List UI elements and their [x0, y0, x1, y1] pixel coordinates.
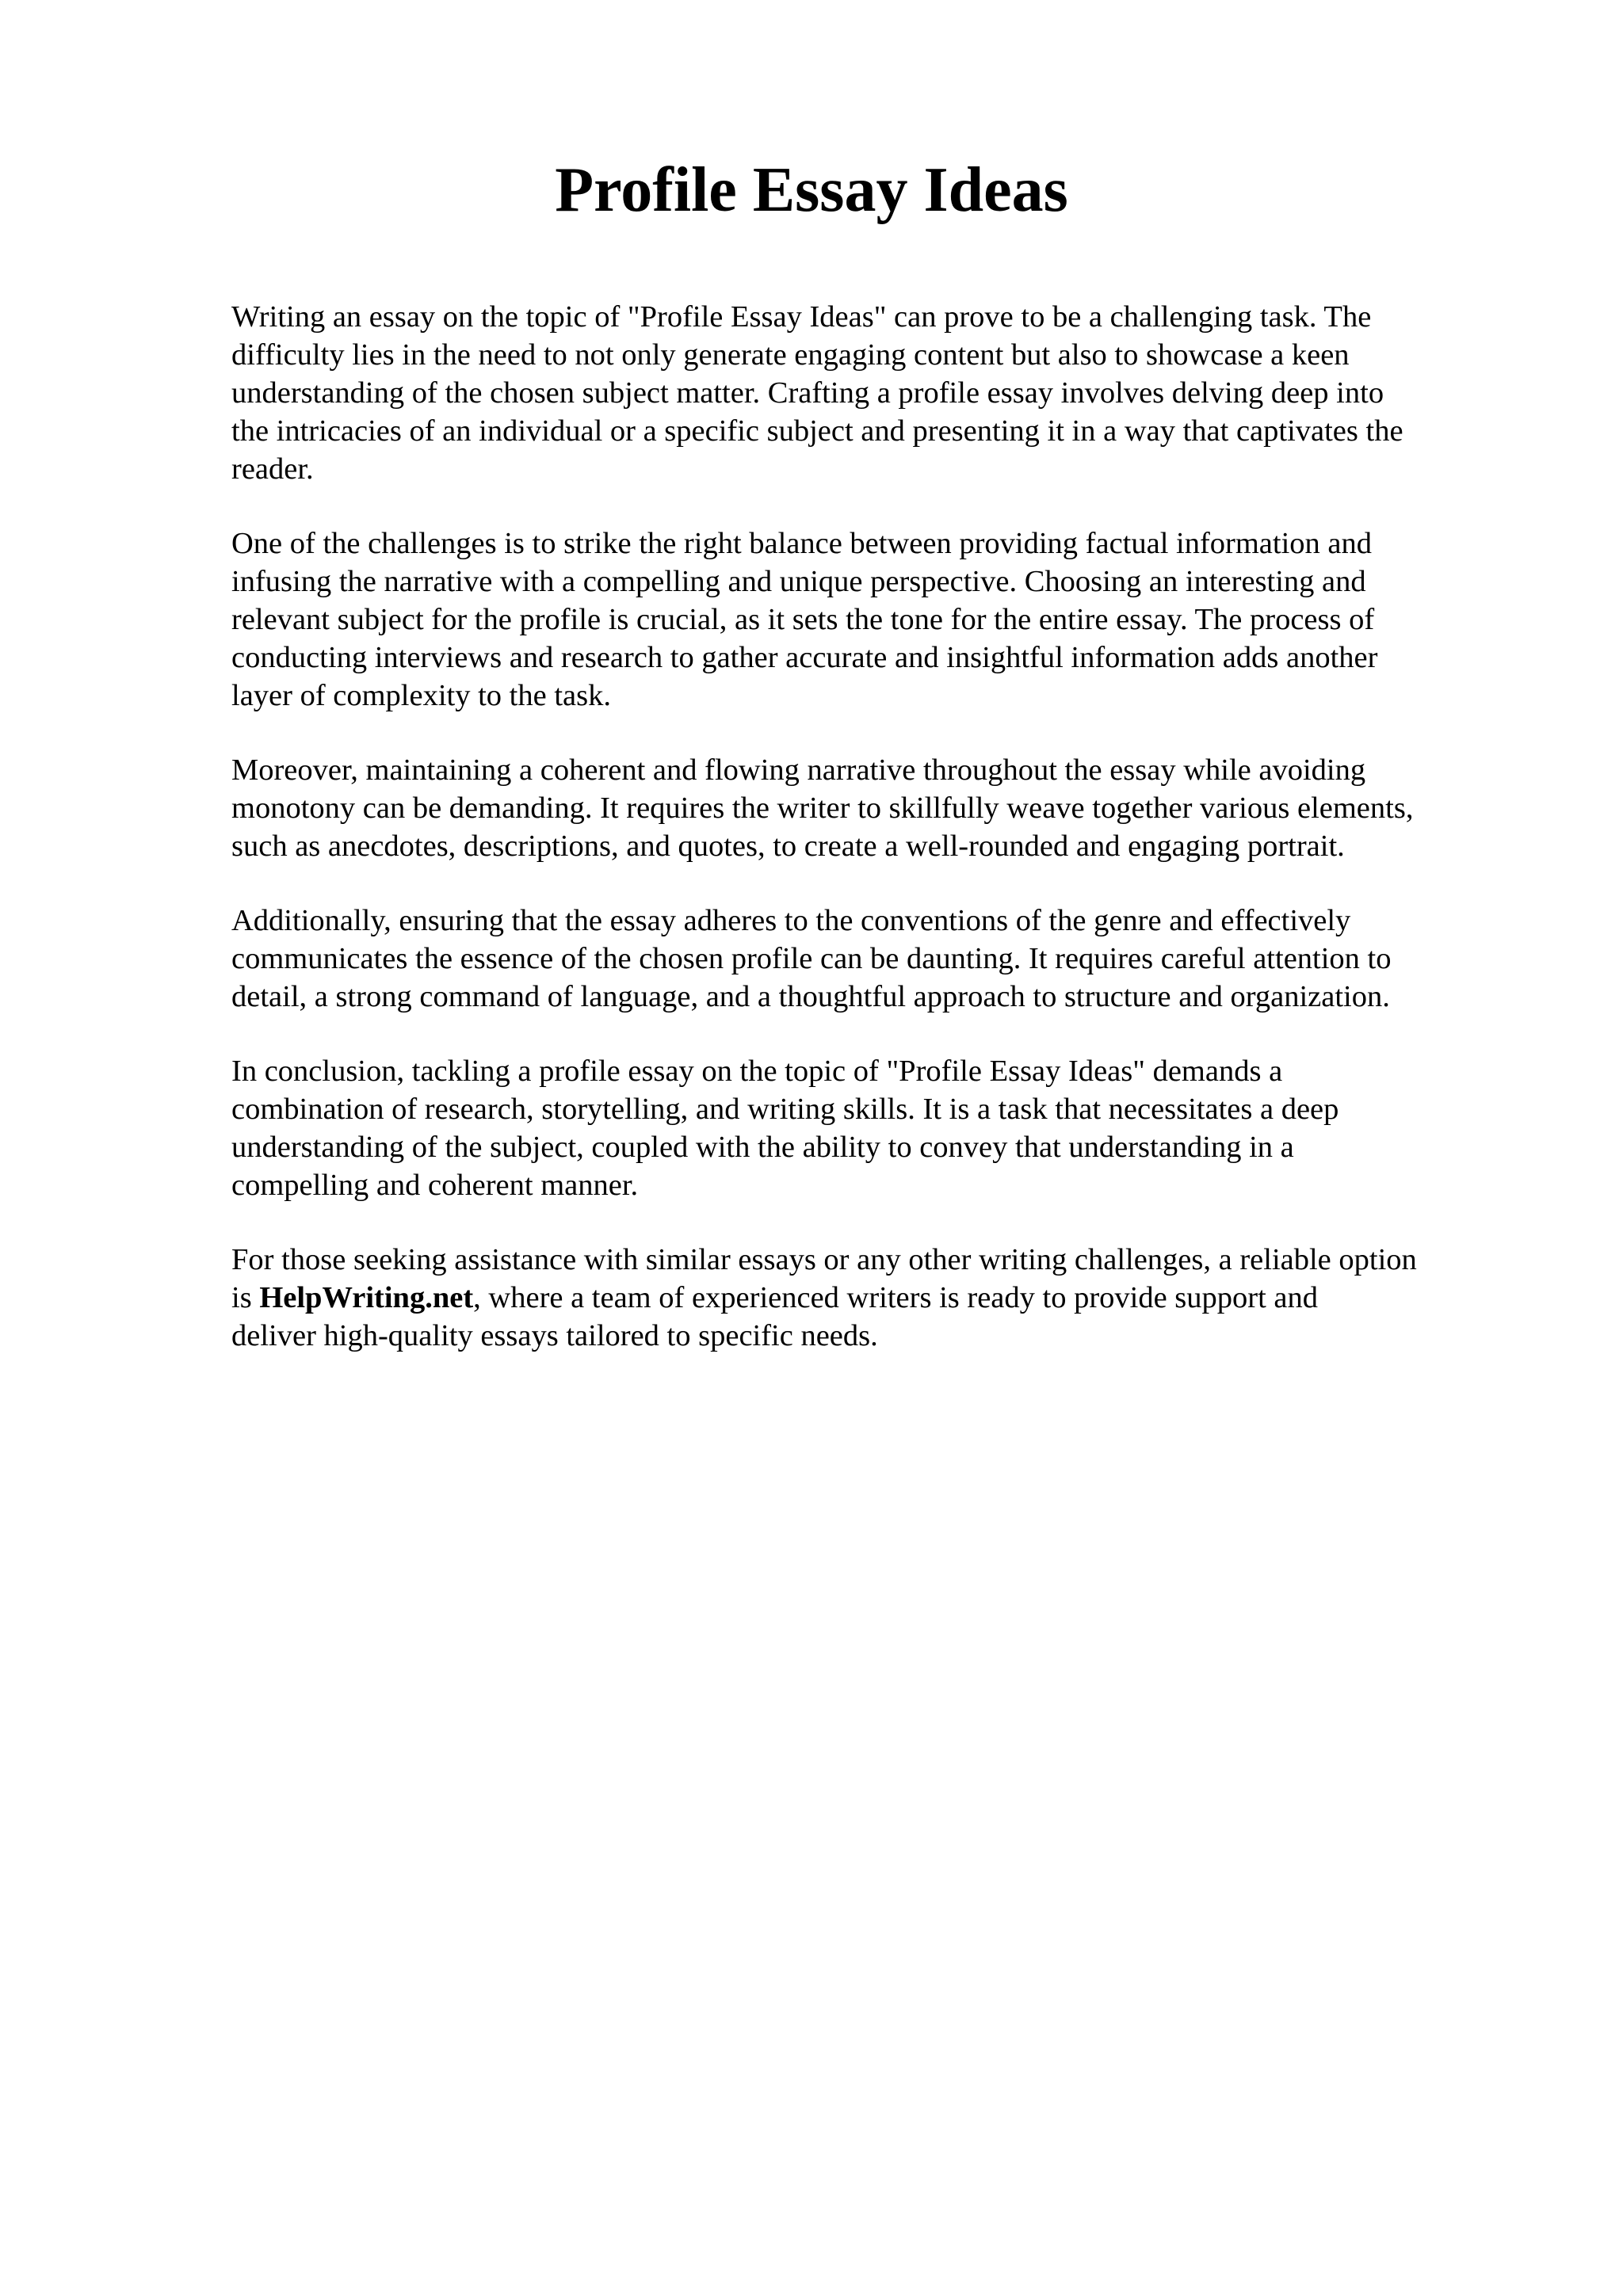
closing-text-before: For those seeking assistance with similar essays or any other writing challenges, a reliable option is	[231, 1243, 1417, 1314]
page-title: Profile Essay Ideas	[555, 155, 1068, 225]
paragraph-conventions: Additionally, ensuring that the essay adheres to the conventions of the genre and effectively communicates the essence of the chosen profile can be daunting. It requires careful attention to detail, a strong command of language, and a thoughtful approach to structure and organization.	[231, 904, 1392, 1013]
paragraph-narrative: Moreover, maintaining a coherent and flowing narrative throughout the essay while avoiding monotony can be demanding. It requires the writer to skillfully weave together various elements, such as anecdotes, descriptions, and quotes, to create a well-rounded and engaging portrait.	[231, 753, 1414, 863]
paragraph-challenges: One of the challenges is to strike the right balance between providing factual information and infusing the narrative with a compelling and unique perspective. Choosing an interesting and relevant subject for the profile is crucial, as it sets the tone for the entire essay. The process of conducting interviews and research to gather accurate and insightful information adds another layer of complexity to the task.	[231, 527, 1378, 712]
document-body	[231, 298, 1515, 1355]
brand-name: HelpWriting.net	[259, 1281, 474, 1314]
paragraph-intro: Writing an essay on the topic of "Profile Essay Ideas" can prove to be a challenging task. The difficulty lies in the need to not only generate engaging content but also to showcase a keen understanding of the chosen subject matter. Crafting a profile essay involves delving deep into the intricacies of an individual or a specific subject and presenting it in a way that captivates the reader.	[231, 300, 1403, 486]
paragraph-closing	[231, 1241, 1515, 1355]
closing-text-after: , where a team of experienced writers is ready to provide support and deliver high-quality essays tailored to specific needs.	[231, 1281, 1319, 1352]
paragraph-conclusion: In conclusion, tackling a profile essay on the topic of "Profile Essay Ideas" demands a combination of research, storytelling, and writing skills. It is a task that necessitates a deep understanding of the subject, coupled with the ability to convey that understanding in a compelling and coherent manner.	[231, 1055, 1339, 1202]
